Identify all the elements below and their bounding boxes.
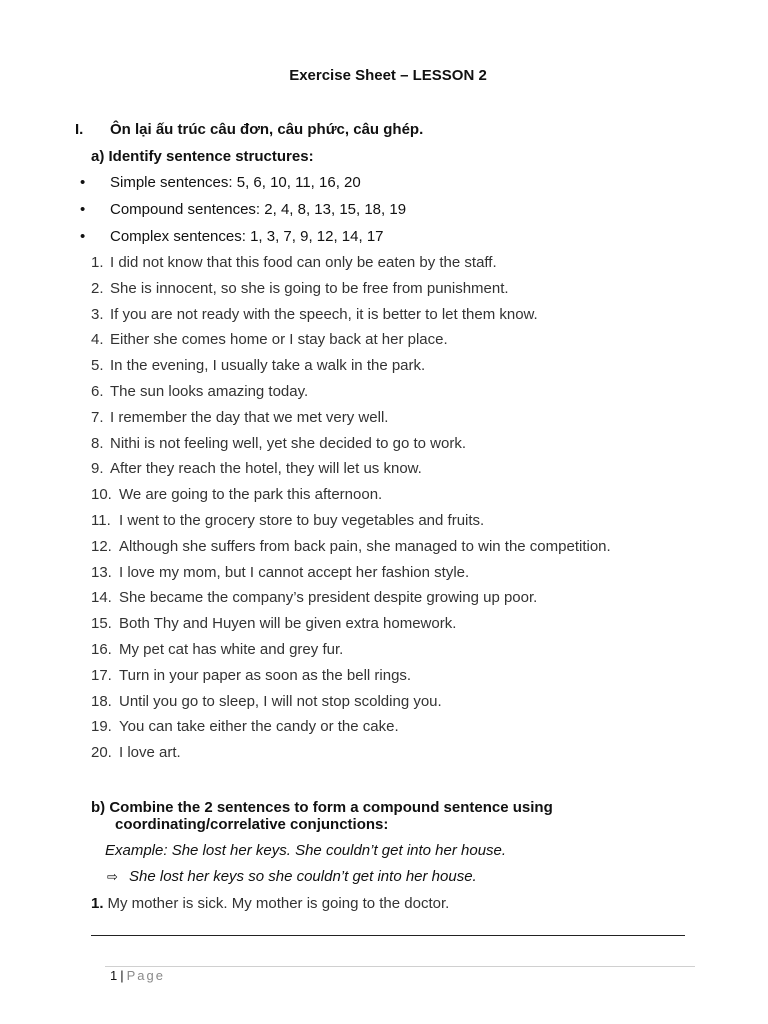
part-b-heading-line2: coordinating/correlative conjunctions: (115, 816, 389, 833)
bullet-text: Compound sentences: 2, 4, 8, 13, 15, 18, 19 (110, 201, 407, 218)
sentence-item (0, 744, 768, 770)
exercise-question (91, 895, 449, 912)
footer-separator: | (120, 968, 124, 983)
sentence-text: She is innocent, so she is going to be free from punishment. (110, 279, 509, 297)
example-answer (107, 868, 477, 885)
sentence-number: 10. (91, 486, 112, 504)
sentence-number: 14. (91, 589, 112, 607)
sentence-text: Nithi is not feeling well, yet she decided to go to work. (110, 434, 467, 452)
sentence-item (0, 331, 768, 357)
sentence-number: 17. (91, 666, 112, 684)
sentence-number: 13. (91, 563, 112, 581)
sentence-text: Until you go to sleep, I will not stop scolding you. (119, 692, 442, 710)
sentence-text: I went to the grocery store to buy vegetables and fruits. (119, 511, 485, 529)
sentence-number: 20. (91, 744, 112, 762)
bullet-icon: • (80, 174, 86, 191)
sentence-item (0, 254, 768, 280)
bullet-text: Complex sentences: 1, 3, 7, 9, 12, 14, 17 (110, 228, 384, 245)
sentence-item (0, 460, 768, 486)
sentence-text: In the evening, I usually take a walk in the park. (110, 357, 426, 375)
page-footer (110, 968, 165, 983)
sentence-item (0, 667, 768, 693)
sentence-number: 19. (91, 718, 112, 736)
bullet-item (0, 228, 768, 255)
sentence-item (0, 615, 768, 641)
bullet-icon: • (80, 228, 86, 245)
sentence-text: I remember the day that we met very well. (110, 408, 389, 426)
page-label: Page (126, 968, 165, 983)
part-b-heading-line1: b) Combine the 2 sentences to form a compound sentence using (91, 799, 553, 816)
sentence-number: 15. (91, 615, 112, 633)
sentence-number: 2. (91, 279, 104, 297)
sentence-number: 12. (91, 537, 112, 555)
sentence-list (0, 254, 768, 770)
sentence-text: She became the company’s president despite growing up poor. (119, 589, 538, 607)
sentence-number: 3. (91, 305, 104, 323)
sentence-text: You can take either the candy or the cake. (119, 718, 399, 736)
sentence-text: I did not know that this food can only be eaten by the staff. (110, 254, 497, 271)
sentence-item (0, 589, 768, 615)
example-sentence: Example: She lost her keys. She couldn’t get into her house. (105, 842, 507, 859)
sentence-text: I love art. (119, 744, 181, 762)
sentence-number: 16. (91, 640, 112, 658)
sentence-item (0, 409, 768, 435)
sentence-text: I love my mom, but I cannot accept her fashion style. (119, 563, 470, 581)
page-number: 1 (110, 968, 118, 983)
footer-divider (105, 966, 695, 967)
sentence-number: 11. (91, 511, 111, 529)
part-a-heading: a) Identify sentence structures: (91, 148, 314, 165)
bullet-text: Simple sentences: 5, 6, 10, 11, 16, 20 (110, 174, 361, 191)
sentence-text: If you are not ready with the speech, it is better to let them know. (110, 305, 538, 323)
sentence-text: The sun looks amazing today. (110, 382, 309, 400)
document-title: Exercise Sheet – LESSON 2 (289, 67, 487, 84)
bullet-list (0, 174, 768, 255)
sentence-item (0, 641, 768, 667)
sentence-number: 4. (91, 331, 104, 349)
sentence-text: We are going to the park this afternoon. (119, 486, 383, 504)
sentence-number: 7. (91, 408, 104, 426)
sentence-number: 5. (91, 357, 104, 375)
sentence-item (0, 486, 768, 512)
sentence-number: 18. (91, 692, 112, 710)
sentence-item (0, 357, 768, 383)
sentence-item (0, 564, 768, 590)
section-number: I. (75, 121, 84, 138)
sentence-text: Either she comes home or I stay back at her place. (110, 331, 448, 349)
bullet-item (0, 174, 768, 201)
sentence-item (0, 718, 768, 744)
sentence-number: 6. (91, 382, 104, 400)
sentence-item (0, 538, 768, 564)
answer-blank-line (91, 935, 685, 936)
bullet-icon: • (80, 201, 86, 218)
sentence-item (0, 512, 768, 538)
part-b-heading (91, 799, 651, 833)
sentence-item (0, 693, 768, 719)
sentence-text: After they reach the hotel, they will let us know. (110, 460, 422, 478)
example-answer-text: She lost her keys so she couldn’t get into her house. (129, 868, 477, 885)
sentence-number: 8. (91, 434, 104, 452)
sentence-text: My pet cat has white and grey fur. (119, 640, 344, 658)
sentence-item (0, 280, 768, 306)
sentence-text: Turn in your paper as soon as the bell rings. (119, 666, 412, 684)
sentence-item (0, 383, 768, 409)
question-number: 1. (91, 895, 104, 912)
sentence-item (0, 435, 768, 461)
bullet-item (0, 201, 768, 228)
sentence-number: 9. (91, 460, 104, 478)
sentence-number: 1. (91, 254, 104, 271)
sentence-item (0, 306, 768, 332)
sentence-text: Both Thy and Huyen will be given extra homework. (119, 615, 457, 633)
sentence-text: Although she suffers from back pain, she managed to win the competition. (119, 537, 611, 555)
section-heading: Ôn lại ấu trúc câu đơn, câu phức, câu ghép. (110, 121, 424, 138)
question-text: My mother is sick. My mother is going to the doctor. (107, 895, 450, 912)
arrow-icon: ⇨ (107, 869, 118, 884)
